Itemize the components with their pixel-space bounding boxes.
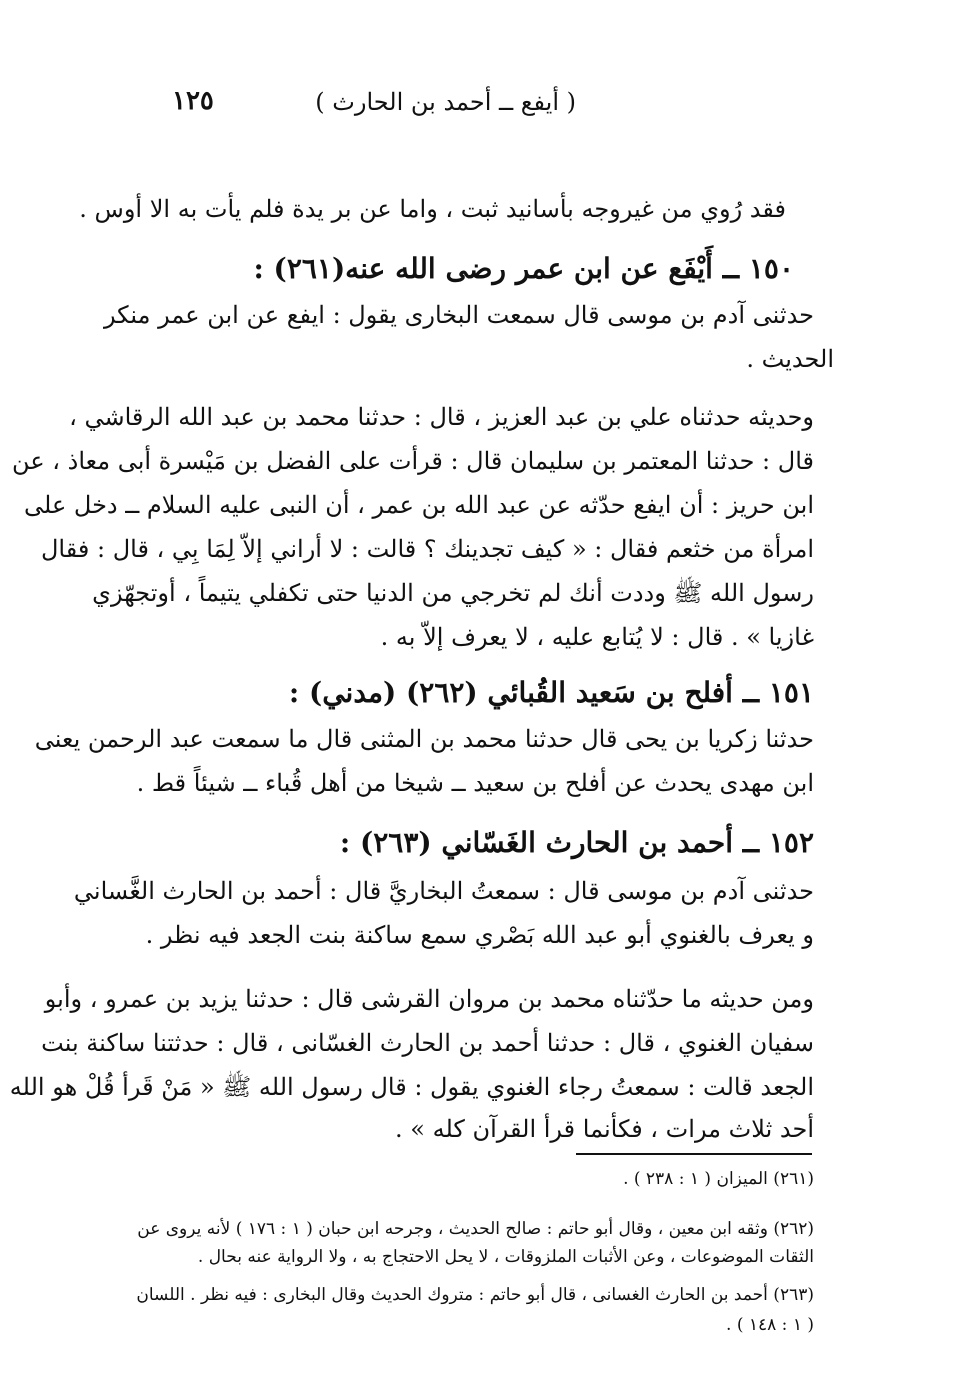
entry-151-line-1: حدثنا زكريا بن يحى قال حدثنا محمد بن المثنى قال ما سمعت عبد الرحمن يعنى (34, 725, 814, 753)
footnote-262-line-2: الثقات الموضوعات ، وعن الأثبات الملزوقات ، لا يحل الاحتجاج به ، ولا الرواية عنه بحال . (197, 1247, 814, 1267)
footnote-263-line-1: (٢٦٣) أحمد بن الحارث الغسانى ، قال أبو حاتم : متروك الحديث وقال البخارى : فيه نظر . اللسان (136, 1285, 814, 1305)
page-number: ١٢٥ (172, 86, 214, 116)
entry-150-hadith-line-2: قال : حدثنا المعتمر بن سليمان قال : قرأت على الفضل بن مَيْسرة أبى معاذ ، عن (12, 447, 814, 475)
entry-152-hadith-line-2: سفيان الغنوي ، قال : حدثنا أحمد بن الحارث الغسّانى ، قال : حدثتنا ساكنة بنت (41, 1029, 814, 1057)
entry-150-heading: ١٥٠ ــ أَيْفَع عن ابن عمر رضى الله عنه(٢٦١) : (253, 252, 794, 285)
entry-152-line-2: و يعرف بالغنوي أبو عبد الله بَصْري سمع ساكنة بنت الجعد فيه نظر . (145, 921, 814, 949)
entry-151-heading: ١٥١ ــ أفلح بن سَعيد القُبائي (٢٦٢) (مدني) : (288, 676, 814, 709)
entry-152-line-1: حدثنى آدم بن موسى قال : سمعتُ البخاريَّ قال : أحمد بن الحارث الغَّساني (73, 877, 814, 905)
entry-150-line-2: الحديث . (746, 345, 834, 373)
entry-152-heading: ١٥٢ ــ أحمد بن الحارث الغَسّاني (٢٦٣) : (339, 826, 814, 859)
entry-151-line-2: ابن مهدى يحدث عن أفلح بن سعيد ــ شيخا من أهل قُباء ــ شيئاً قط . (136, 769, 814, 797)
footnote-263-line-2: ( ١ : ١٤٨ ) . (726, 1315, 814, 1335)
entry-150-hadith-line-3: ابن حريز : أن ايفع حدّثه عن عبد الله بن عمر ، أن النبى عليه السلام ــ دخل على (24, 491, 814, 519)
footnote-262-line-1: (٢٦٢) وثقه ابن معين ، وقال أبو حاتم : صالح الحديث ، وجرحه ابن حبان ( ١ : ١٧٦ ) لأنه يروى عن (137, 1219, 814, 1239)
footnote-261: (٢٦١) الميزان ( ١ : ٢٣٨ ) . (623, 1169, 814, 1189)
footnote-separator (576, 1153, 812, 1155)
entry-152-hadith-line-3: الجعد قالت : سمعتُ رجاء الغنوي يقول : قال رسول الله ﷺ « مَنْ قَرأ قُلْ هو الله (9, 1073, 814, 1101)
entry-150-hadith-line-4: امرأة من خثعم فقال : « كيف تجدينك ؟ قالت : لا أراني إلاّ لِمَا بِي ، قال : فقال (40, 535, 814, 563)
intro-line: فقد رُوي من غيروجه بأسانيد ثبت ، واما عن بر يدة فلم يأت به الا أوس . (79, 195, 786, 223)
entry-150-hadith-line-5: رسول الله ﷺ وددت أنك لم تخرجي من الدنيا حتى تكفلي يتيماً ، أوتجهّزي (92, 579, 814, 607)
entry-150-hadith-line-6: غازيا » . قال : لا يُتابع عليه ، لا يعرف إلاّ به . (380, 623, 814, 651)
entry-152-hadith-line-4: أحد ثلاث مرات ، فكأنما قرأ القرآن كله » . (395, 1115, 814, 1143)
running-title: ( أيفع ــ أحمد بن الحارث ) (315, 88, 576, 116)
entry-150-hadith-line-1: وحديثه حدثناه علي بن عبد العزيز ، قال : حدثنا محمد بن عبد الله الرقاشي ، (69, 403, 814, 431)
entry-150-line-1: حدثنى آدم بن موسى قال سمعت البخارى يقول : ايفع عن ابن عمر منكر (103, 301, 814, 329)
entry-152-hadith-line-1: ومن حديثه ما حدّثناه محمد بن مروان القرشى قال : حدثنا يزيد بن عمرو ، وأبو (44, 985, 814, 1013)
